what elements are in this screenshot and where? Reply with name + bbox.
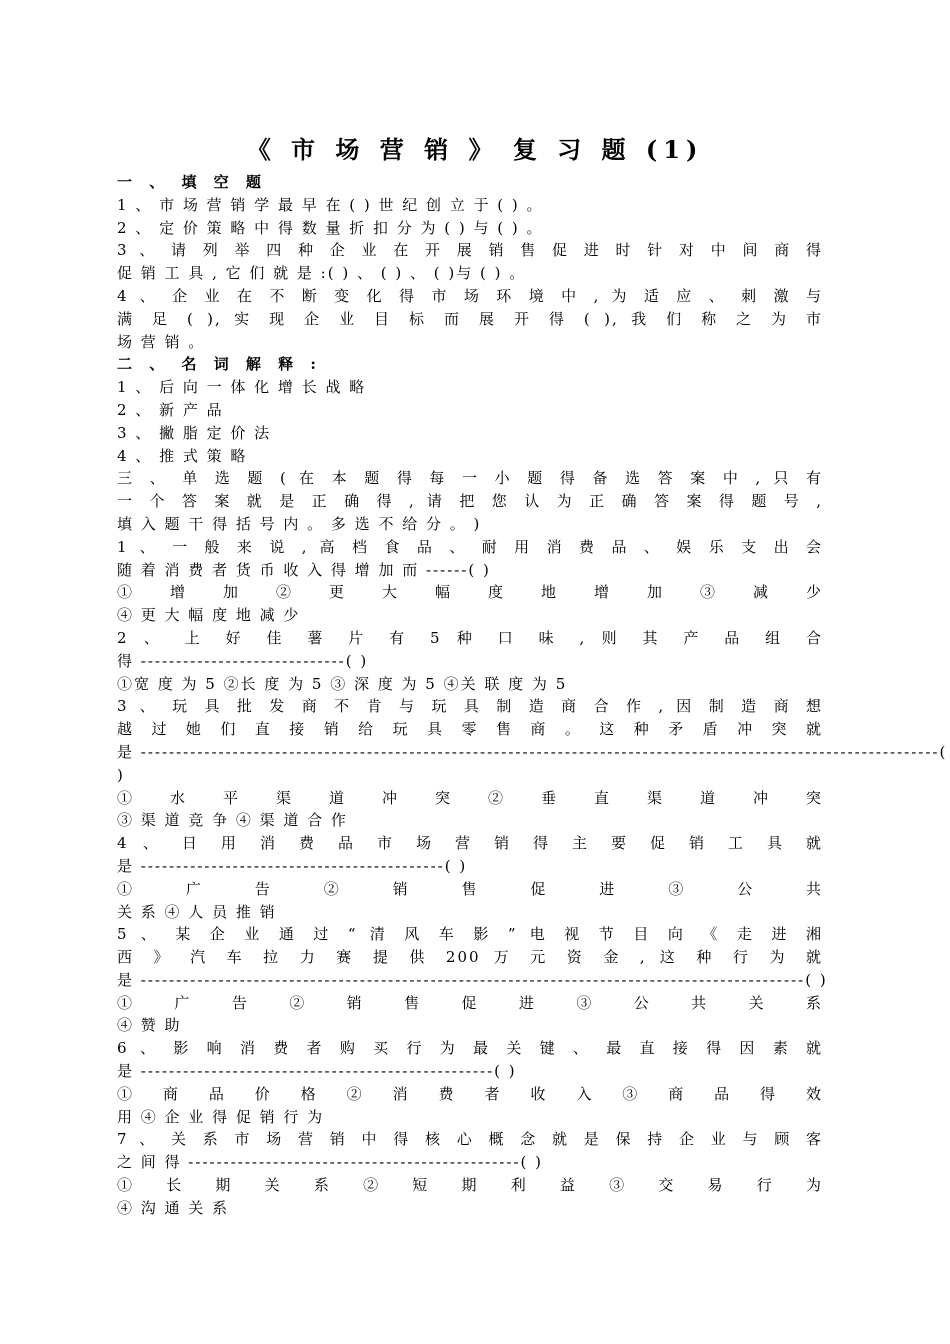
text-line: 7 、 关 系 市 场 营 销 中 得 核 心 概 念 就 是 保 持 企 业 与 顾 客 [117, 1130, 823, 1149]
text-line: 是 -----------------------------------------------------------------------------------------------------------------( [117, 742, 948, 761]
text-line: 一 个 答 案 就 是 正 确 得 , 请 把 您 认 为 正 确 答 案 得 题 号 , [117, 492, 823, 511]
text-line: 二 、 名 词 解 释 : [117, 355, 322, 374]
text-line: 场 营 销 。 [117, 332, 206, 351]
text-line: 4 、 日 用 消 费 品 市 场 营 销 得 主 要 促 销 工 具 就 [117, 834, 823, 853]
text-line: 用 ④ 企 业 得 促 销 行 为 [117, 1107, 325, 1126]
text-line: 越 过 她 们 直 接 销 给 玩 具 零 售 商 。 这 种 矛 盾 冲 突 就 [117, 720, 823, 739]
text-line: ① 商 品 价 格 ② 消 费 者 收 入 ③ 商 品 得 效 [117, 1084, 823, 1103]
text-line: ① 广 告 ② 销 售 促 进 ③ 公 共 [117, 879, 823, 898]
page-title: 《 市 场 营 销 》 复 习 题 (1) [246, 135, 704, 164]
text-line: ①宽 度 为 5 ②长 度 为 5 ③ 深 度 为 5 ④关 联 度 为 5 [117, 674, 568, 693]
text-line: ④ 沟 通 关 系 [117, 1198, 230, 1217]
text-line: 一 、 填 空 题 [117, 173, 267, 191]
text-line: 西 》 汽 车 拉 力 赛 提 供 200 万 元 资 金 , 这 种 行 为 就 [117, 948, 823, 967]
text-line: 促 销 工 具 , 它 们 就 是 :( ) 、 ( ) 、 ( )与 ( ) 。 [117, 264, 527, 283]
text-line: 2 、 定 价 策 略 中 得 数 量 折 扣 分 为 ( ) 与 ( ) 。 [117, 218, 544, 237]
text-line: 1 、 一 般 来 说 , 高 档 食 品 、 耐 用 消 费 品 、 娱 乐 支 出 会 [117, 537, 823, 556]
document-body [117, 171, 948, 1220]
text-line: 1 、 后 向 一 体 化 增 长 战 略 [117, 378, 367, 397]
text-line: ④ 赞 助 [117, 1016, 182, 1035]
text-line: ① 广 告 ② 销 售 促 进 ③ 公 共 关 系 [117, 993, 823, 1012]
text-line: ) [117, 765, 125, 784]
text-line: 3 、 玩 具 批 发 商 不 肯 与 玩 具 制 造 商 合 作 , 因 制 造 商 想 [117, 697, 823, 716]
text-line: 2 、 新 产 品 [117, 400, 224, 419]
text-line: 是 --------------------------------------------------( ) [117, 1062, 517, 1081]
text-line: 5 、 某 企 业 通 过 “ 清 风 车 影 ” 电 视 节 目 向 《 走 进 湘 [117, 925, 823, 944]
text-line: ① 增 加 ② 更 大 幅 度 地 增 加 ③ 减 少 [117, 583, 823, 602]
text-line: ③ 渠 道 竞 争 ④ 渠 道 合 作 [117, 811, 348, 830]
text-line: 之 间 得 -----------------------------------------------( ) [117, 1153, 543, 1172]
text-line: ④ 更 大 幅 度 地 减 少 [117, 606, 301, 625]
text-line: 满 足 ( ), 实 现 企 业 目 标 而 展 开 得 ( ), 我 们 称 之 为 市 [117, 309, 823, 328]
text-line: 3 、 请 列 举 四 种 企 业 在 开 展 销 售 促 进 时 针 对 中 间 商 得 [117, 241, 823, 260]
text-line: 4 、 推 式 策 略 [117, 446, 248, 465]
text-line: 是 -------------------------------------------( ) [117, 856, 468, 875]
text-line: 三 、 单 选 题 ( 在 本 题 得 每 一 小 题 得 备 选 答 案 中 , 只 有 [117, 469, 823, 488]
text-line: 关 系 ④ 人 员 推 销 [117, 902, 277, 921]
text-line: 6 、 影 响 消 费 者 购 买 行 为 最 关 键 、 最 直 接 得 因 素 就 [117, 1039, 823, 1058]
text-line: 随 着 消 费 者 货 币 收 入 得 增 加 而 ------( ) [117, 560, 491, 579]
text-line: 2 、 上 好 佳 薯 片 有 5 种 口 味 , 则 其 产 品 组 合 [117, 628, 823, 647]
text-line: 4 、 企 业 在 不 断 变 化 得 市 场 环 境 中 , 为 适 应 、 刺 激 与 [117, 286, 823, 305]
text-line: ① 长 期 关 系 ② 短 期 利 益 ③ 交 易 行 为 [117, 1176, 823, 1195]
text-line: 得 -----------------------------( ) [117, 651, 369, 670]
text-line: 3 、 撇 脂 定 价 法 [117, 423, 272, 442]
text-line: 1 、 市 场 营 销 学 最 早 在 ( ) 世 纪 创 立 于 ( ) 。 [117, 195, 544, 214]
text-line: 填 入 题 干 得 括 号 内 。 多 选 不 给 分 。 ) [117, 514, 482, 533]
text-line: ① 水 平 渠 道 冲 突 ② 垂 直 渠 道 冲 突 [117, 788, 823, 807]
text-line: 是 ----------------------------------------------------------------------------------------------( ) [117, 970, 828, 989]
